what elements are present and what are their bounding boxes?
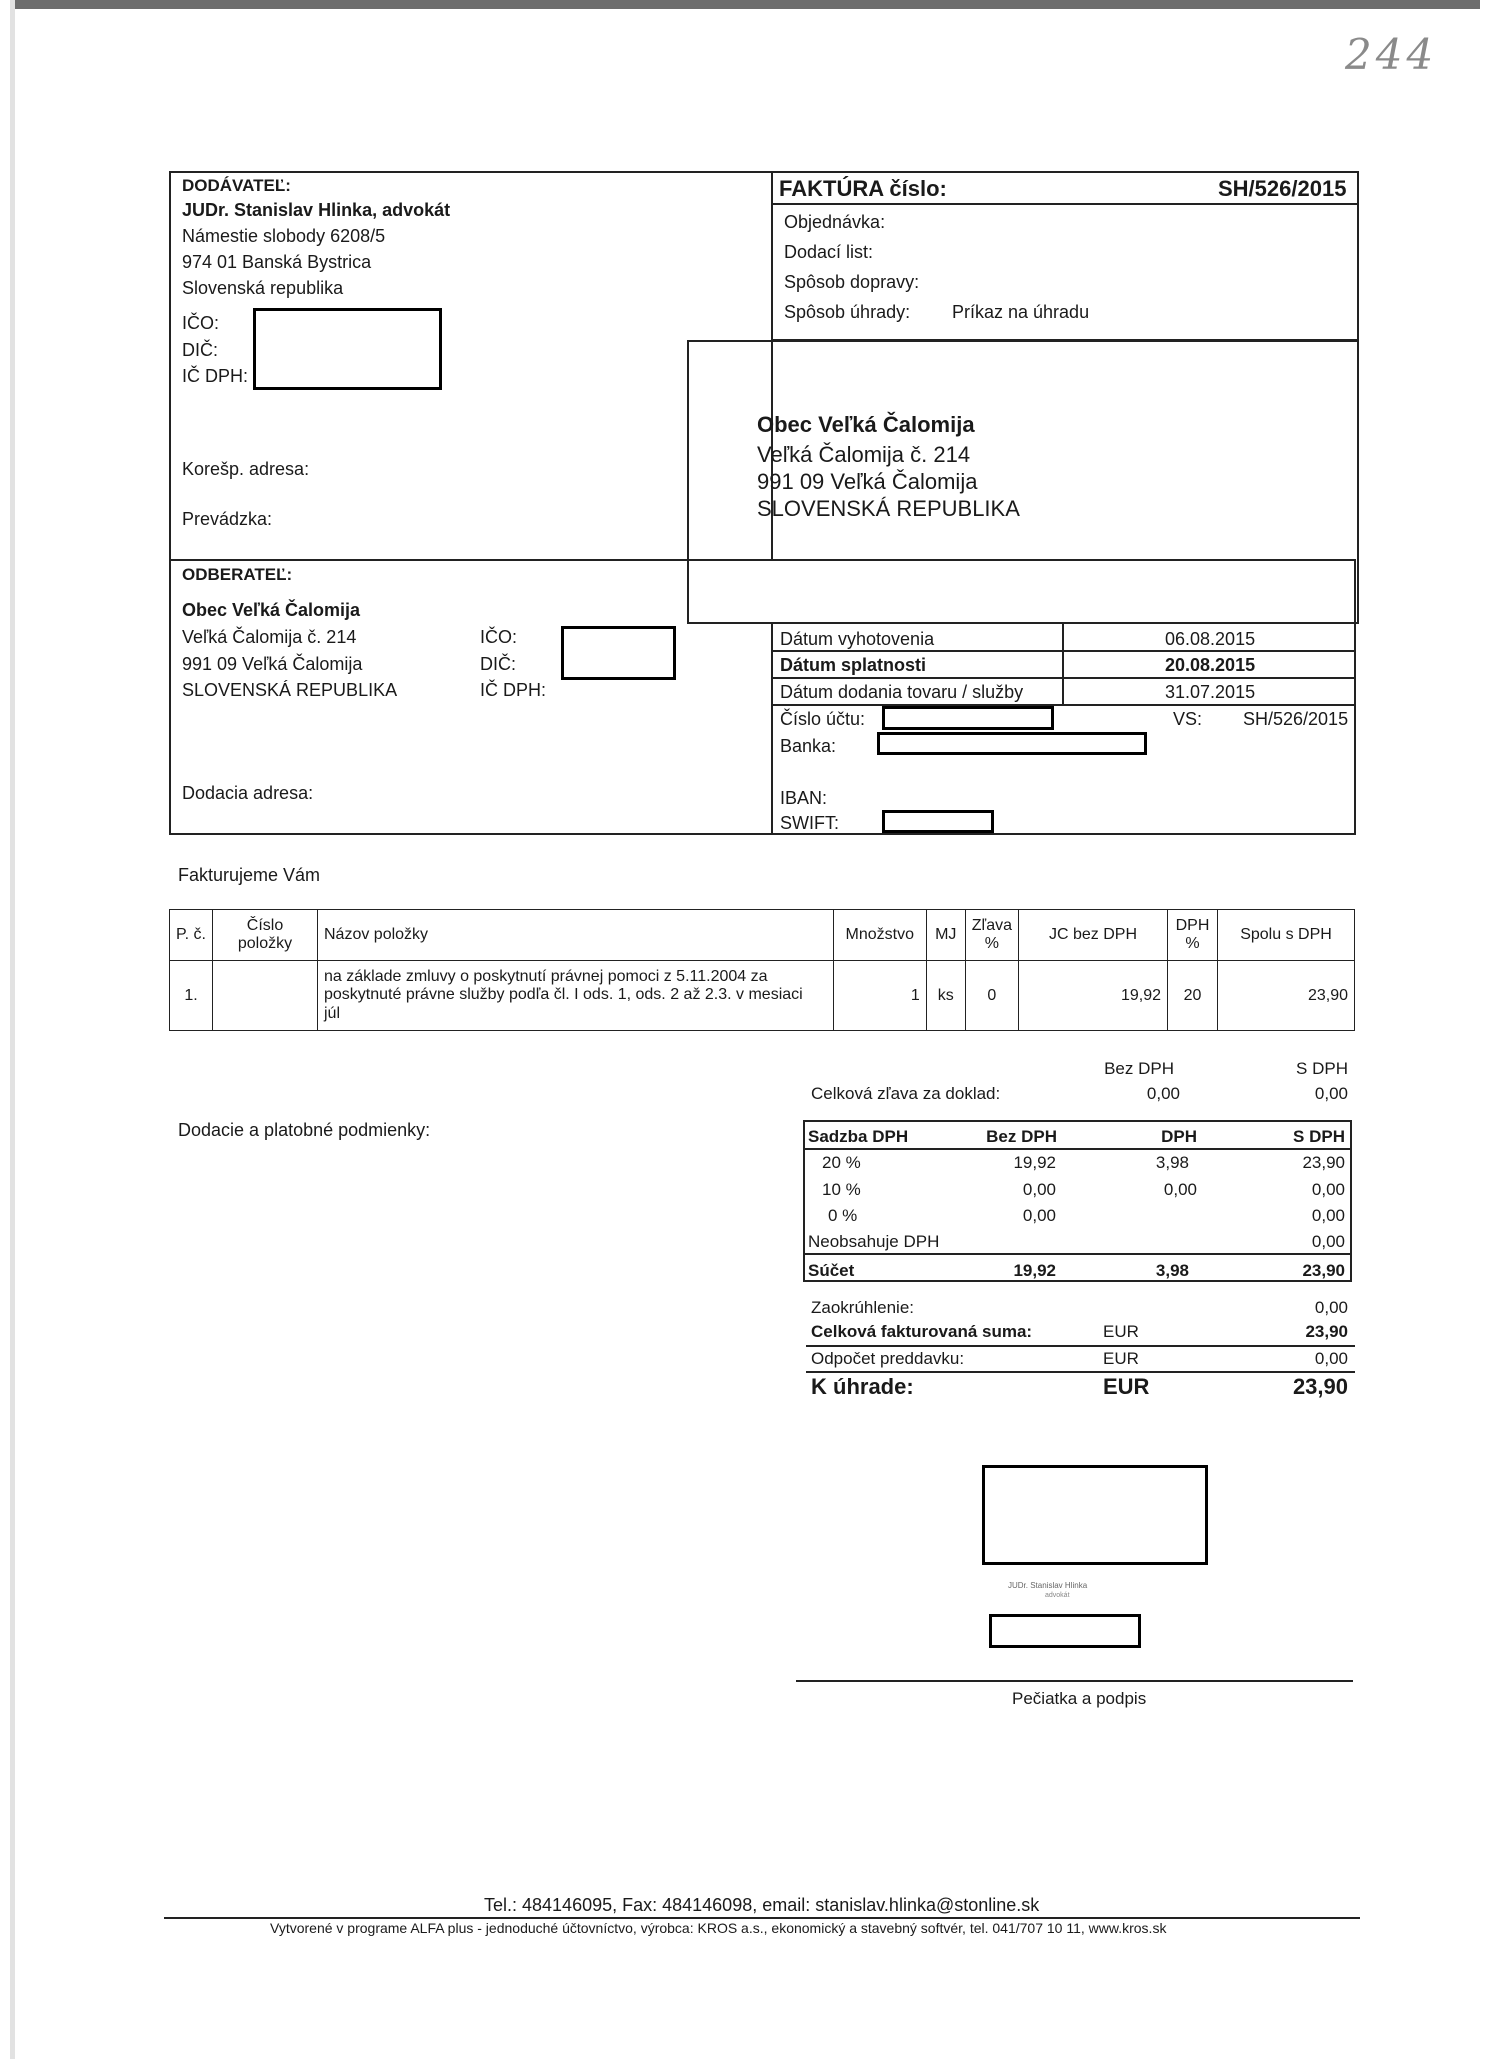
discount-value-with-vat: 0,00: [1314, 1084, 1348, 1103]
vat-row-total: 0,00: [1311, 1206, 1345, 1225]
redacted-swift: [882, 810, 994, 833]
footer-rule: [164, 1917, 1360, 1919]
vat-row-total: 0,00: [1311, 1232, 1345, 1251]
rounding-label: Zaokrúhlenie:: [811, 1298, 915, 1317]
vat-row-total: 0,00: [1311, 1180, 1345, 1199]
redacted-stamp: [989, 1614, 1141, 1648]
advance-value: 0,00: [1314, 1349, 1348, 1368]
intro-text: Fakturujeme Vám: [178, 865, 321, 885]
supplier-koresp-label: Korešp. adresa:: [182, 459, 310, 479]
account-label: Číslo účtu:: [780, 709, 866, 729]
col-discount: Zľava %: [965, 910, 1018, 961]
vat-row-rate: 10 %: [822, 1180, 861, 1199]
vat-row-base: 0,00: [1022, 1180, 1056, 1199]
issue-date-label: Dátum vyhotovenia: [780, 629, 935, 649]
signature-label: Pečiatka a podpis: [1012, 1689, 1147, 1708]
due-date-value: 20.08.2015: [1165, 655, 1256, 675]
customer-dic-label: DIČ:: [480, 654, 516, 674]
handwritten-page-number: 244: [1345, 30, 1438, 79]
table-row: [170, 961, 1355, 1031]
supplier-ico-label: IČO:: [182, 313, 220, 333]
vat-header-line: [803, 1148, 1352, 1150]
redacted-supplier-ids: [253, 308, 442, 390]
supplier-city: 974 01 Banská Bystrica: [182, 252, 372, 272]
vat-sum-vat: 3,98: [1155, 1261, 1189, 1280]
window-city: 991 09 Veľká Čalomija: [757, 469, 978, 494]
dates-row-line-2: [771, 677, 1356, 679]
supplier-name: JUDr. Stanislav Hlinka, advokát: [182, 200, 451, 220]
due-date-label: Dátum splatnosti: [780, 655, 927, 675]
customer-country: SLOVENSKÁ REPUBLIKA: [182, 680, 398, 700]
delivery-date-value: 31.07.2015: [1165, 682, 1256, 702]
bank-label: Banka:: [780, 736, 837, 756]
vat-header-rate: Sadzba DPH: [808, 1127, 909, 1146]
total-value: 23,90: [1305, 1322, 1348, 1341]
item-unit-price: 19,92: [1019, 961, 1168, 1031]
vat-row-total: 23,90: [1302, 1153, 1345, 1172]
advance-label: Odpočet preddavku:: [811, 1349, 965, 1368]
dates-row-line-3: [771, 704, 1356, 706]
vat-row-base: 19,92: [1013, 1153, 1056, 1172]
supplier-street: Námestie slobody 6208/5: [182, 226, 386, 246]
terms-label: Dodacie a platobné podmienky:: [178, 1120, 431, 1140]
vat-row-rate: Neobsahuje DPH: [808, 1232, 940, 1251]
discount-value-without-vat: 0,00: [1146, 1084, 1180, 1103]
customer-icdph-label: IČ DPH:: [480, 680, 547, 700]
stamp-line-1: JUDr. Stanislav Hlinka: [1008, 1581, 1088, 1590]
customer-name: Obec Veľká Čalomija: [182, 600, 361, 620]
col-name: Názov položky: [318, 910, 834, 961]
item-code: [213, 961, 318, 1031]
item-no: 1.: [170, 961, 213, 1031]
supplier-heading: DODÁVATEĽ:: [182, 176, 291, 195]
swift-label: SWIFT:: [780, 813, 839, 833]
amount-due-label: K úhrade:: [811, 1374, 914, 1399]
iban-label: IBAN:: [780, 788, 828, 808]
window-country: SLOVENSKÁ REPUBLIKA: [757, 496, 1020, 521]
discount-label: Celková zľava za doklad:: [811, 1084, 1001, 1103]
transport-label: Spôsob dopravy:: [784, 272, 920, 292]
vs-label: VS:: [1173, 709, 1203, 729]
supplier-dic-label: DIČ:: [182, 340, 218, 360]
redacted-bank-name: [877, 732, 1147, 755]
item-name: [318, 961, 834, 1031]
dates-divider-left: [771, 622, 773, 835]
item-name-line-1: na základe zmluvy o poskytnutí právnej pomoci z 5.11.2004 za: [324, 967, 768, 985]
vat-header-base: Bez DPH: [986, 1127, 1057, 1146]
total-underline: [806, 1345, 1355, 1347]
item-total: 23,90: [1218, 961, 1355, 1031]
col-no: P. č.: [170, 910, 213, 961]
footer-contact: Tel.: 484146095, Fax: 484146098, email: stanislav.hlinka@stonline.sk: [484, 1895, 1040, 1915]
item-unit: ks: [926, 961, 965, 1031]
item-name-line-2: poskytnuté právne služby podľa čl. I ods. 1, ods. 2 až 2.3. v mesiaci: [324, 986, 803, 1004]
col-code: Číslo položky: [213, 910, 318, 961]
customer-street: Veľká Čalomija č. 214: [182, 627, 357, 647]
col-total: Spolu s DPH: [1218, 910, 1355, 961]
amount-due-value: 23,90: [1292, 1374, 1348, 1399]
redacted-signature: [982, 1465, 1208, 1565]
col-unit: MJ: [926, 910, 965, 961]
vat-row-vat: 0,00: [1163, 1180, 1197, 1199]
vat-header-total: S DPH: [1293, 1127, 1345, 1146]
vat-header-vat: DPH: [1161, 1127, 1197, 1146]
supplier-prevadzka-label: Prevádzka:: [182, 509, 273, 529]
item-discount: 0: [965, 961, 1018, 1031]
customer-ico-label: IČO:: [480, 627, 518, 647]
payment-value: Príkaz na úhradu: [952, 302, 1090, 322]
items-header-row: [170, 910, 1355, 961]
window-name: Obec Veľká Čalomija: [757, 412, 975, 437]
vat-row-vat: 3,98: [1155, 1153, 1189, 1172]
vat-sum-label: Súčet: [808, 1261, 855, 1280]
supplier-country: Slovenská republika: [182, 278, 344, 298]
customer-city: 991 09 Veľká Čalomija: [182, 654, 363, 674]
invoice-number: SH/526/2015: [1218, 176, 1347, 201]
footer-software: Vytvorené v programe ALFA plus - jednoduché účtovníctvo, výrobca: KROS a.s., ekonomický a stavebný softvér, tel. 041/707 10 11, www.kros.sk: [270, 1920, 1167, 1936]
vat-row-rate: 20 %: [822, 1153, 861, 1172]
advance-underline: [806, 1371, 1355, 1373]
vat-sum-base: 19,92: [1013, 1261, 1056, 1280]
delivery-address-label: Dodacia adresa:: [182, 783, 314, 803]
item-vat: 20: [1168, 961, 1218, 1031]
redacted-customer-ids: [561, 626, 676, 680]
col-qty: Množstvo: [833, 910, 926, 961]
rounding-value: 0,00: [1314, 1298, 1348, 1317]
scan-edge-left: [10, 0, 15, 2059]
redacted-account-number: [882, 706, 1054, 730]
vat-row-base: 0,00: [1022, 1206, 1056, 1225]
order-label: Objednávka:: [784, 212, 886, 232]
customer-heading: ODBERATEĽ:: [182, 565, 293, 584]
supplier-icdph-label: IČ DPH:: [182, 366, 249, 386]
amount-due-currency: EUR: [1103, 1374, 1150, 1399]
issue-date-value: 06.08.2015: [1165, 629, 1256, 649]
col-unit-price: JC bez DPH: [1019, 910, 1168, 961]
signature-line: [796, 1680, 1353, 1682]
item-qty: 1: [833, 961, 926, 1031]
invoice-title-underline: [771, 203, 1359, 205]
delivery-note-label: Dodací list:: [784, 242, 874, 262]
dates-col-divider: [1062, 622, 1064, 704]
vat-row-rate: 0 %: [828, 1206, 858, 1225]
vs-value: SH/526/2015: [1243, 709, 1349, 729]
advance-currency: EUR: [1103, 1349, 1139, 1368]
vat-sum-line: [803, 1253, 1352, 1255]
discount-col-with-vat: S DPH: [1296, 1059, 1348, 1078]
delivery-date-label: Dátum dodania tovaru / služby: [780, 682, 1024, 702]
stamp-line-2: advokát: [1045, 1592, 1070, 1599]
discount-col-without-vat: Bez DPH: [1104, 1059, 1174, 1078]
items-table: [169, 909, 1355, 1031]
total-currency: EUR: [1103, 1322, 1139, 1341]
dates-row-line-1: [771, 650, 1356, 652]
item-name-line-3: júl: [324, 1004, 341, 1022]
scan-edge-top: [10, 0, 1480, 9]
total-label: Celková fakturovaná suma:: [811, 1322, 1033, 1341]
vat-sum-total: 23,90: [1302, 1261, 1345, 1280]
window-street: Veľká Čalomija č. 214: [757, 442, 971, 467]
payment-label: Spôsob úhrady:: [784, 302, 911, 322]
col-vat: DPH %: [1168, 910, 1218, 961]
invoice-title: FAKTÚRA číslo:: [779, 176, 947, 201]
